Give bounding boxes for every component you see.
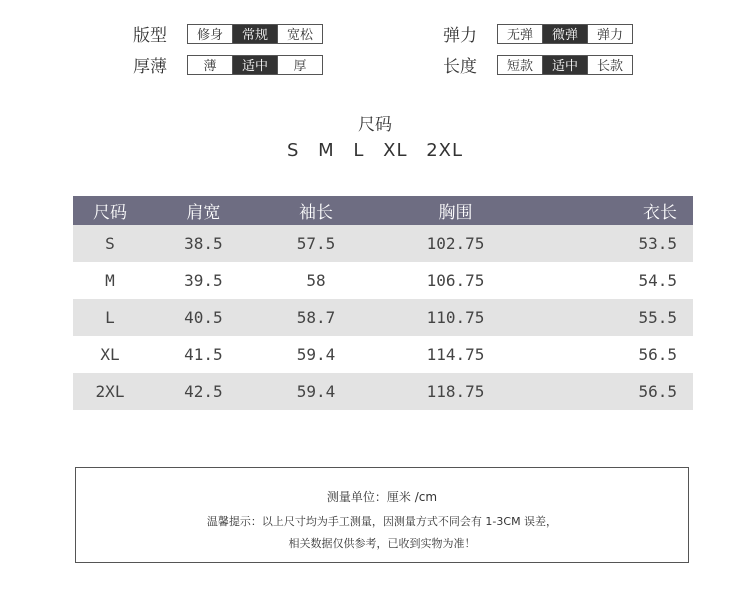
fit-selector	[187, 24, 323, 44]
option-selected: 适中	[233, 56, 278, 74]
cell: 110.75	[372, 299, 538, 336]
cell: 39.5	[184, 271, 223, 290]
length-selector	[497, 55, 633, 75]
option: 宽松	[286, 28, 313, 43]
option: 薄	[188, 56, 233, 74]
cell: 106.75	[426, 271, 485, 290]
size-table	[73, 196, 693, 410]
table-row	[73, 299, 693, 336]
cell: 42.5	[147, 373, 260, 410]
cell: 57.5	[260, 225, 373, 262]
cell: 41.5	[184, 345, 223, 364]
option: 弹力	[596, 28, 623, 43]
attr-label: 版型	[133, 26, 167, 46]
size-item: S	[286, 140, 300, 161]
cell: 56.5	[539, 373, 693, 410]
attr-label: 厚薄	[133, 57, 167, 77]
cell: L	[73, 299, 147, 336]
attr-label: 弹力	[443, 26, 477, 46]
option: 修身	[188, 25, 233, 43]
thickness-selector	[187, 55, 323, 75]
option: 厚	[293, 59, 307, 74]
table-row	[73, 373, 693, 410]
sizes-list	[0, 140, 750, 161]
table-header-row	[73, 196, 693, 225]
option-selected: 微弹	[543, 25, 588, 43]
cell: 55.5	[539, 299, 693, 336]
cell: 114.75	[426, 345, 485, 364]
option-selected: 适中	[543, 56, 588, 74]
header-length: 衣长	[539, 196, 693, 225]
option-selected: 常规	[233, 25, 278, 43]
header-chest: 胸围	[372, 196, 538, 225]
cell: 102.75	[372, 225, 538, 262]
cell: 58.7	[260, 299, 373, 336]
option: 短款	[498, 56, 543, 74]
cell: 2XL	[73, 373, 147, 410]
cell: 40.5	[147, 299, 260, 336]
cell: 59.4	[260, 373, 373, 410]
option: 长款	[596, 59, 623, 74]
header-size: 尺码	[73, 196, 147, 225]
cell: 58	[306, 271, 326, 290]
cell: 38.5	[147, 225, 260, 262]
cell: 118.75	[372, 373, 538, 410]
cell: 56.5	[638, 345, 677, 364]
attr-fit	[133, 21, 323, 46]
size-item: 2XL	[426, 140, 464, 161]
attr-length	[443, 52, 633, 77]
cell: S	[73, 225, 147, 262]
cell: 54.5	[638, 271, 677, 290]
header-shoulder: 肩宽	[147, 196, 260, 225]
attr-elasticity	[443, 21, 633, 46]
size-item: L	[353, 140, 365, 161]
table-row	[73, 225, 693, 262]
cell: 59.4	[296, 345, 336, 364]
cell: M	[105, 271, 115, 290]
size-item: M	[318, 140, 335, 161]
attr-thickness	[133, 52, 323, 77]
attr-label: 长度	[443, 57, 477, 77]
option: 无弹	[498, 25, 543, 43]
table-row	[73, 336, 693, 373]
note-tip-2: 相关数据仅供参考，已收到实物为准！	[288, 537, 476, 550]
sizes-title: 尺码	[358, 115, 392, 135]
size-item: XL	[383, 140, 408, 161]
header-sleeve: 袖长	[260, 196, 373, 225]
note-unit: 测量单位：厘米 /cm	[326, 490, 438, 504]
cell: 53.5	[539, 225, 693, 262]
measurement-note	[75, 467, 689, 563]
cell: XL	[100, 345, 120, 364]
note-tip: 温馨提示：以上尺寸均为手工测量，因测量方式不同会有 1-3CM 误差，	[206, 515, 558, 528]
elasticity-selector	[497, 24, 633, 44]
table-row	[73, 262, 693, 299]
